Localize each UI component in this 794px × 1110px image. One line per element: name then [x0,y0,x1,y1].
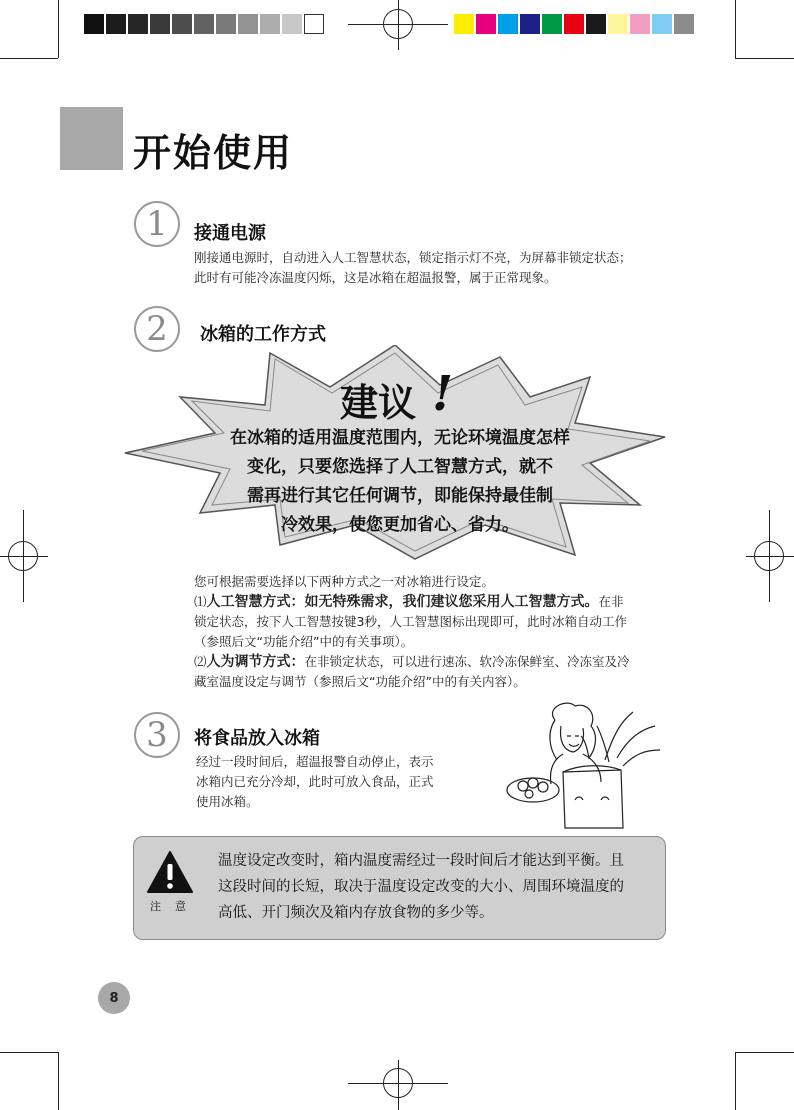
section-3-line: 冰箱内已充分冷却，此时可放入食品，正式 [196,774,434,789]
mode-2-lead: 人为调节方式： [206,654,305,670]
gray-swatch [216,14,236,34]
color-swatch [630,14,650,34]
gray-swatch [150,14,170,34]
modes-intro: 您可根据需要选择以下两种方式之一对冰箱进行设定。 [194,574,495,589]
notice-label: 注意 [150,900,200,913]
section-3-line: 使用冰箱。 [196,794,259,809]
section-1-text [194,248,632,288]
section-3-title: 将食品放入冰箱 [194,728,320,749]
mode-1-line-1 [194,592,674,612]
gray-swatch [260,14,280,34]
grayscale-calibration-bar [84,14,326,34]
color-swatch [454,14,474,34]
advice-text [200,424,600,540]
notice-line: 高低、开门频次及箱内存放食物的多少等。 [218,905,494,921]
advice-line: 需再进行其它任何调节，即能保持最佳制 [247,486,553,506]
notice-line: 温度设定改变时，箱内温度需经过一段时间后才能达到平衡。且 [218,853,624,869]
section-1-line: 刚接通电源时，自动进入人工智慧状态，锁定指示灯不亮，为屏幕非锁定状态； [194,250,632,265]
color-calibration-bar [454,14,696,34]
gray-swatch [84,14,104,34]
notice-text [218,848,658,926]
mode-1-line-2: 锁定状态，按下人工智慧按键3秒，人工智慧图标出现即可，此时冰箱自动工作 [194,614,627,629]
color-swatch [652,14,672,34]
section-2-number: 2 [134,306,180,352]
mode-2-rest: 在非锁定状态，可以进行速冻、软冷冻保鲜室、冷冻室及冷 [304,654,630,669]
section-1-title: 接通电源 [194,223,266,244]
mode-1-line-3: （参照后文“功能介绍”中的有关事项）。 [194,634,414,649]
color-swatch [674,14,694,34]
mode-1-prefix: ⑴ [194,594,207,609]
title-accent-block [60,107,123,170]
notice-line: 这段时间的长短，取决于温度设定改变的大小、周围环境温度的 [218,879,624,895]
advice-line: 在冰箱的适用温度范围内，无论环境温度怎样 [230,428,570,448]
color-swatch [476,14,496,34]
page-title: 开始使用 [133,131,294,175]
color-swatch [498,14,518,34]
gray-swatch [172,14,192,34]
gray-swatch [304,14,324,34]
section-2-title: 冰箱的工作方式 [200,324,326,345]
warning-triangle-icon [146,850,194,894]
color-swatch [520,14,540,34]
color-swatch [608,14,628,34]
gray-swatch [106,14,126,34]
modes-description [194,572,674,692]
color-swatch [586,14,606,34]
gray-swatch [194,14,214,34]
mode-2-line-1 [194,652,674,672]
mode-1-rest: 在非 [598,594,624,609]
advice-line: 冷效果，使您更加省心、省力。 [281,515,519,535]
exclamation-mark: ! [432,366,454,422]
mode-1-lead: 人工智慧方式：如无特殊需求，我们建议您采用人工智慧方式。 [206,594,599,610]
mode-2-prefix: ⑵ [194,654,207,669]
section-1-number: 1 [134,201,180,247]
page-number: 8 [98,982,130,1014]
advice-title: 建议 [340,381,417,425]
section-3-line: 经过一段时间后，超温报警自动停止，表示 [196,754,434,769]
mode-2-line-2: 藏室温度设定与调节（参照后文“功能介绍”中的有关内容）。 [194,674,526,689]
gray-swatch [128,14,148,34]
woman-with-fridge-illustration [505,700,665,830]
color-swatch [564,14,584,34]
section-3-number: 3 [134,712,180,758]
color-swatch [542,14,562,34]
section-3-text [196,752,434,812]
gray-swatch [238,14,258,34]
section-1-line: 此时有可能冷冻温度闪烁，这是冰箱在超温报警，属于正常现象。 [194,270,557,285]
gray-swatch [282,14,302,34]
advice-line: 变化，只要您选择了人工智慧方式，就不 [247,457,553,477]
